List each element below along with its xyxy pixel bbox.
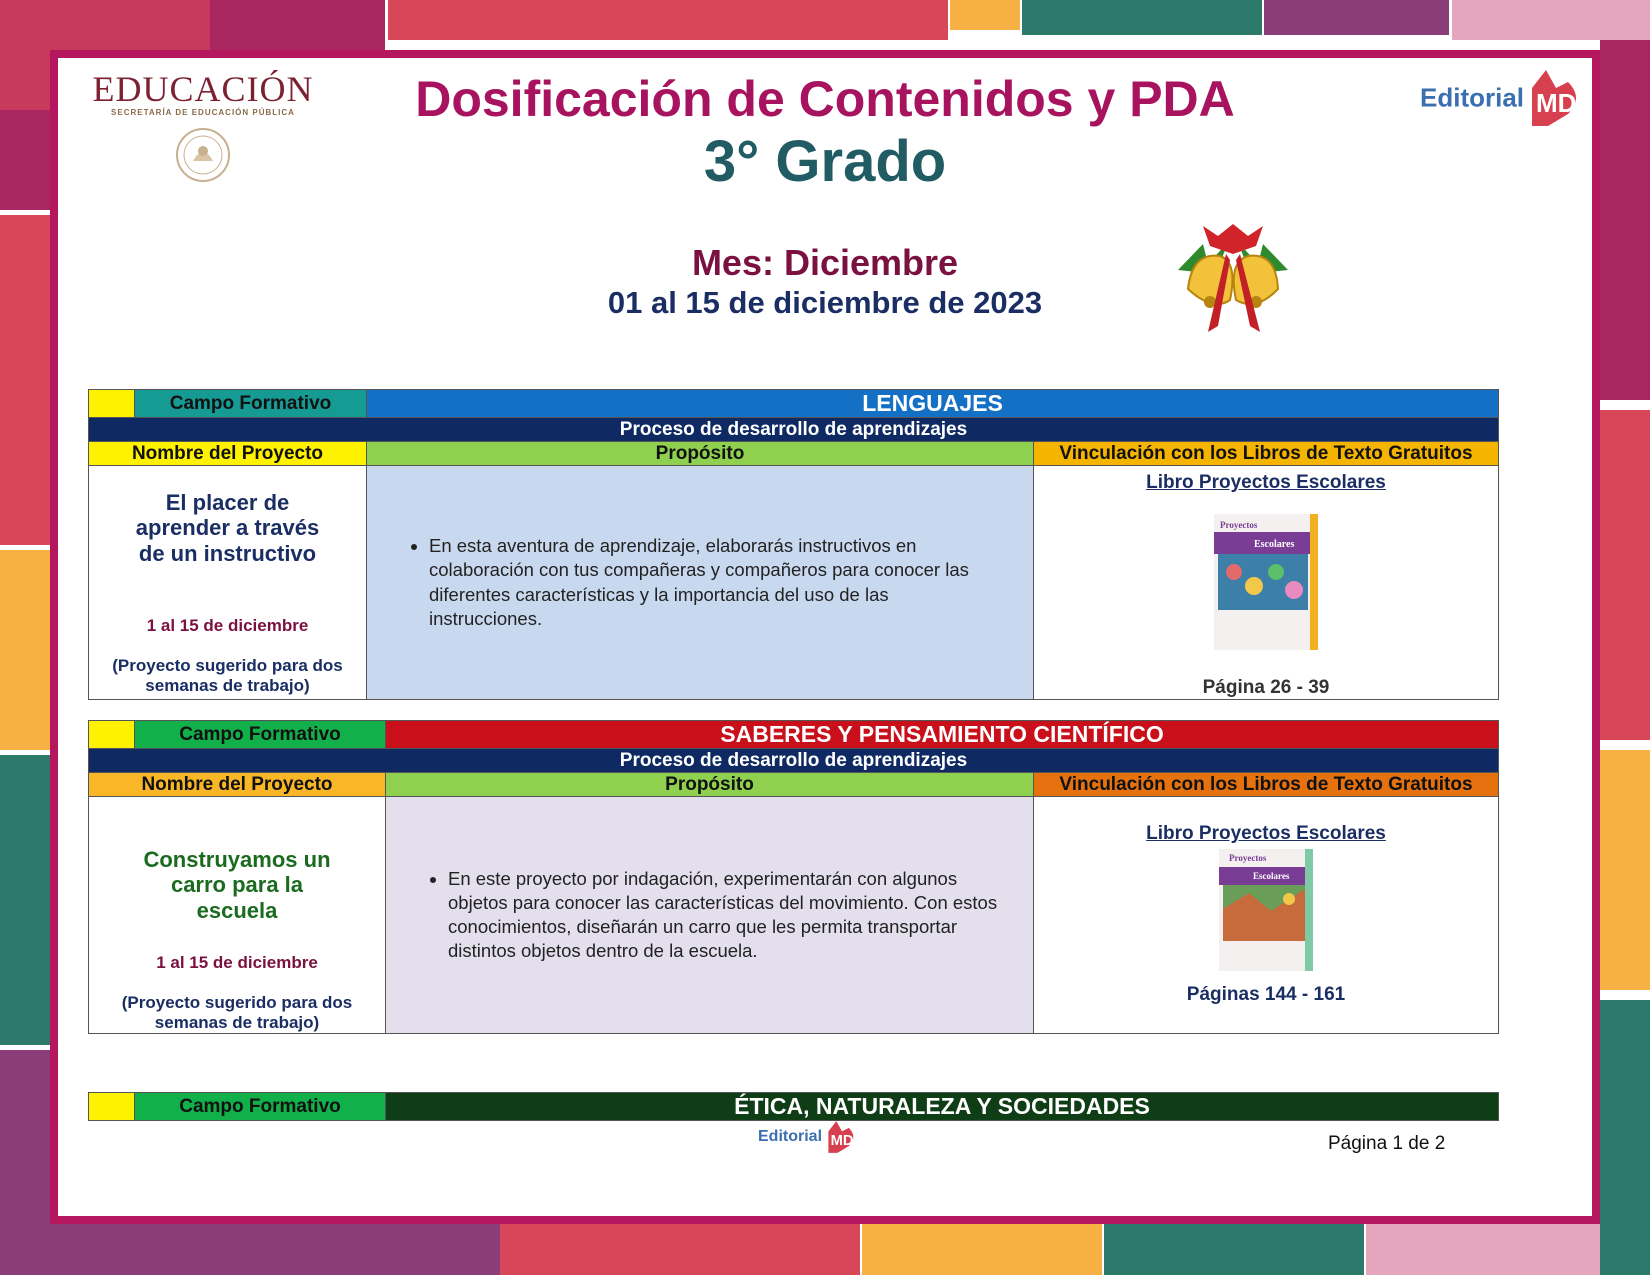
svg-text:Escolares: Escolares — [1253, 871, 1290, 881]
campo-name: SABERES Y PENSAMIENTO CIENTÍFICO — [386, 721, 1499, 749]
col-proposito-header: Propósito — [386, 773, 1034, 797]
purpose-text: • En este proyecto por indagación, experimentarán con algunos objetos para conocer las características del movimiento. Con estos conocimientos, diseñarán un carro que les permita transportar distintos objetos dentro de la escuela. — [448, 867, 1003, 963]
svg-text:MD: MD — [831, 1132, 855, 1149]
campo-name: ÉTICA, NATURALEZA Y SOCIEDADES — [386, 1093, 1499, 1121]
project-suggestion: (Proyecto sugerido para dos semanas de trabajo) — [112, 655, 343, 695]
sep-logo-word: EDUCACIÓN — [92, 69, 314, 109]
lenguajes-table — [88, 389, 1499, 700]
book-cell — [1034, 797, 1499, 1034]
footer-editorial-logo — [758, 1120, 858, 1154]
campo-formativo-label: Campo Formativo — [135, 1093, 386, 1121]
etica-table — [88, 1092, 1499, 1121]
grade-title: 3° Grado — [703, 129, 947, 194]
campo-name: LENGUAJES — [367, 390, 1499, 418]
project-cell — [89, 466, 367, 700]
purpose-cell — [367, 466, 1034, 700]
book-link[interactable]: Libro Proyectos Escolares — [1146, 472, 1386, 493]
purpose-text: • En esta aventura de aprendizaje, elaborarás instructivos en colaboración con tus compañeras y compañeros para conocer las diferentes características y la importancia del uso de las instrucciones. — [429, 534, 1003, 630]
book-cover-image — [1219, 849, 1313, 971]
month-label: Mes: Diciembre — [691, 242, 959, 283]
campo-color-swatch — [89, 390, 135, 418]
svg-text:Proyectos: Proyectos — [1229, 853, 1267, 863]
project-suggestion: (Proyecto sugerido para dos semanas de trabajo) — [121, 992, 353, 1032]
campo-formativo-label: Campo Formativo — [135, 390, 367, 418]
project-name: Construyamos un carro para la escuela — [143, 847, 331, 923]
process-label: Proceso de desarrollo de aprendizajes — [89, 418, 1499, 442]
book-cover-image — [1214, 514, 1318, 650]
document-page — [58, 58, 1592, 1216]
col-nombre-header: Nombre del Proyecto — [89, 442, 367, 466]
svg-text:Escolares: Escolares — [1254, 539, 1295, 550]
svg-text:MD: MD — [1536, 88, 1577, 118]
book-pages: Página 26 - 39 — [1202, 677, 1330, 698]
sep-logo-subtitle: SECRETARÍA DE EDUCACIÓN PÚBLICA — [111, 108, 295, 117]
page-number: Página 1 de 2 — [1328, 1133, 1446, 1154]
campo-formativo-label: Campo Formativo — [135, 721, 386, 749]
project-name: El placer de aprender a través de un instructivo — [135, 490, 320, 566]
saberes-table — [88, 720, 1499, 1034]
editorial-logo-word: Editorial — [1420, 82, 1525, 113]
campo-color-swatch — [89, 1093, 135, 1121]
christmas-bells-icon — [1168, 214, 1298, 336]
project-dates: 1 al 15 de diciembre — [146, 615, 309, 635]
book-cell — [1034, 466, 1499, 700]
col-vinculacion-header: Vinculación con los Libros de Texto Gratuitos — [1034, 773, 1499, 797]
project-cell — [89, 797, 386, 1034]
footer-logo-word: Editorial — [758, 1128, 823, 1145]
col-nombre-header: Nombre del Proyecto — [89, 773, 386, 797]
svg-text:Proyectos: Proyectos — [1220, 520, 1258, 530]
project-dates: 1 al 15 de diciembre — [156, 952, 318, 972]
purpose-cell — [386, 797, 1034, 1034]
campo-color-swatch — [89, 721, 135, 749]
col-vinculacion-header: Vinculación con los Libros de Texto Gratuitos — [1034, 442, 1499, 466]
date-range: 01 al 15 de diciembre de 2023 — [607, 285, 1043, 320]
process-label: Proceso de desarrollo de aprendizajes — [89, 749, 1499, 773]
col-proposito-header: Propósito — [367, 442, 1034, 466]
page-title: Dosificación de Contenidos y PDA — [415, 71, 1235, 127]
book-link[interactable]: Libro Proyectos Escolares — [1146, 823, 1386, 844]
book-pages: Páginas 144 - 161 — [1186, 984, 1346, 1005]
md-logo-icon — [826, 1120, 858, 1154]
